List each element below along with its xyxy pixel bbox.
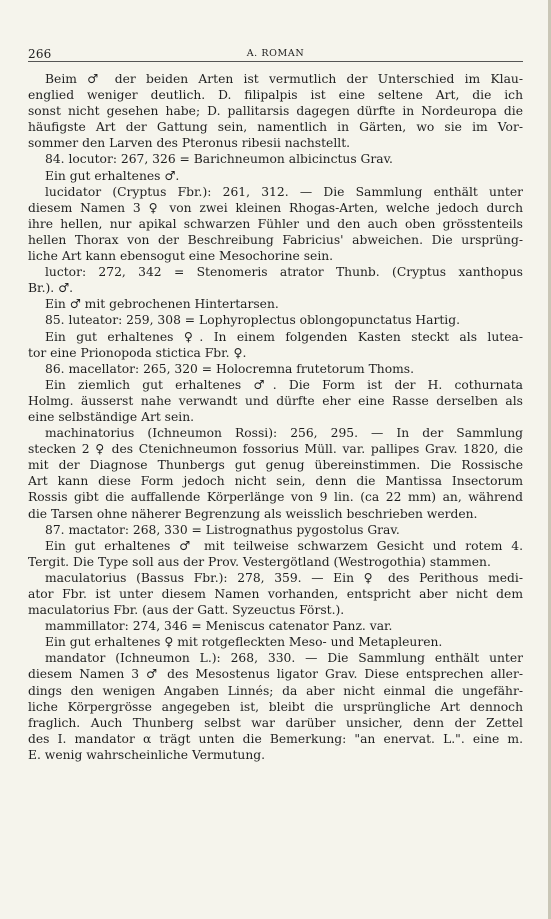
text-line: tor eine Prionopoda stictica Fbr. ♀. (28, 345, 247, 360)
entry-heading: lucidator (Cryptus Fbr.): 261, 312. — Die Sammlung enthält unter (45, 184, 523, 199)
text-line: Ein ♂ mit gebrochenen Hintertarsen. (45, 297, 279, 312)
text-line: Rossis gibt die auffallende Körperlänge von 9 lin. (ca 22 mm) an, während (28, 490, 523, 505)
text-line: Holmg. äusserst nahe verwandt und dürfte eher eine Rasse derselben als (28, 393, 523, 408)
text-line: ator Fbr. ist unter diesem Namen vorhanden, entspricht aber nicht dem (28, 587, 523, 601)
text-line: die Tarsen ohne näherer Begrenzung als weisslich beschrieben werden. (28, 506, 478, 521)
text-line: stecken 2 ♀ des Ctenichneumon fossorius Müll. var. pallipes Grav. 1820, die (28, 442, 523, 457)
text-line: liche Art kann ebensogut eine Mesochorine sein. (28, 249, 334, 264)
entry-heading: 84. locutor: 267, 326 = Barichneumon albicinctus Grav. (45, 152, 393, 167)
header-rule (28, 61, 523, 62)
text-line: Ein gut erhaltenes ♂. (45, 168, 180, 183)
text-line: eine selbständige Art sein. (28, 409, 195, 424)
text-line: englied weniger deutlich. D. filipalpis ist eine seltene Art, die ich (28, 88, 523, 103)
entry-heading: luctor: 272, 342 = Stenomeris atrator Thunb. (Cryptus xanthopus (45, 265, 523, 280)
entry-heading: maculatorius (Bassus Fbr.): 278, 359. — Ein ♀ des Perithous medi- (45, 570, 523, 585)
text-line: diesem Namen 3 ♀ von zwei kleinen Rhogas-Arten, welche jedoch durch (28, 200, 523, 215)
text-line: Ein gut erhaltenes ♀ mit rotgefleckten Meso- und Metapleuren. (45, 635, 443, 650)
entry-heading: 85. luteator: 259, 308 = Lophyroplectus oblongopunctatus Hartig. (45, 313, 461, 328)
text-body (28, 71, 523, 763)
text-line: diesem Namen 3 ♂ des Mesostenus ligator Grav. Diese entsprechen aller- (28, 667, 523, 682)
text-line: liche Körpergrösse angegeben ist, bleibt die ursprüngliche Art dennoch (28, 699, 523, 714)
entry-heading: 87. mactator: 268, 330 = Listrognathus pygostolus Grav. (45, 522, 400, 537)
text-line: Br.). ♂. (28, 281, 74, 296)
text-line: sommer den Larven des Pteronus ribesii nachstellt. (28, 136, 351, 151)
text-line: sonst nicht gesehen habe; D. pallitarsis dagegen dürfte in Nordeuropa die (28, 104, 523, 119)
text-line: Art kann diese Form jedoch nicht sein, denn die Mantissa Insectorum (28, 474, 523, 489)
text-line: des I. mandator α trägt unten die Bemerkung: "an enervat. L.". eine m. (28, 731, 523, 746)
entry-heading: mammillator: 274, 346 = Meniscus catenator Panz. var. (45, 619, 393, 634)
text-line: Ein gut erhaltenes ♀. In einem folgenden Kasten steckt als lutea- (45, 329, 523, 344)
text-line: mit der Diagnose Thunbergs gut genug übereinstimmen. Die Rossische (28, 458, 523, 473)
page-number: 266 (28, 47, 52, 61)
text-line: maculatorius Fbr. (aus der Gatt. Syzeuctus Först.). (28, 603, 345, 618)
text-line: fraglich. Auch Thunberg selbst war darüber unsicher, denn der Zettel (28, 715, 523, 730)
running-head: A. ROMAN (246, 48, 305, 59)
entry-heading: 86. macellator: 265, 320 = Holocremna frutetorum Thoms. (45, 361, 414, 376)
text-line: E. wenig wahrscheinliche Vermutung. (28, 747, 266, 762)
text-line: hellen Thorax von der Beschreibung Fabricius' abweichen. Die ursprüng- (28, 232, 523, 247)
text-line: ihre hellen, nur apikal schwarzen Fühler und den auch oben grösstenteils (28, 216, 523, 231)
text-line: häufigste Art der Gattung sein, namentlich in Gärten, wo sie im Vor- (28, 120, 523, 135)
text-line: dings den wenigen Angaben Linnés; da aber nicht einmal die ungefähr- (28, 683, 523, 698)
text-line: Ein gut erhaltenes ♂ mit teilweise schwarzem Gesicht und rotem 4. (45, 538, 523, 553)
entry-heading: mandator (Ichneumon L.): 268, 330. — Die Sammlung enthält unter (45, 651, 523, 666)
page-header (28, 47, 523, 61)
text-line: Ein ziemlich gut erhaltenes ♂. Die Form ist der H. cothurnata (45, 377, 523, 392)
text-line: Tergit. Die Type soll aus der Prov. Vestergötland (Westrogothia) stammen. (28, 554, 491, 569)
text-line: Beim ♂ der beiden Arten ist vermutlich der Unterschied im Klau- (45, 72, 523, 86)
entry-heading: machinatorius (Ichneumon Rossi): 256, 295. — In der Sammlung (45, 426, 523, 441)
